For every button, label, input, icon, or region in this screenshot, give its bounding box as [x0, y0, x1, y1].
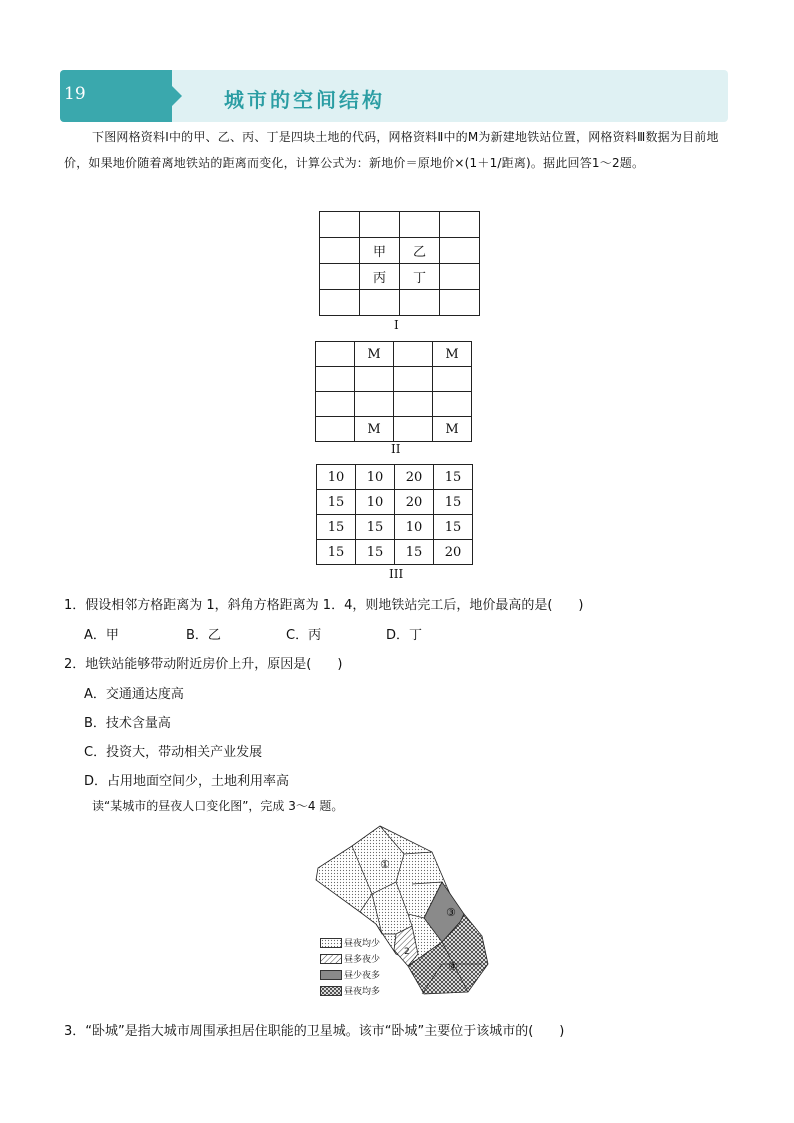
grid-land-prices: [316, 464, 473, 565]
grid-cell: [440, 264, 480, 290]
q2-option-c: C．投资大，带动相关产业发展: [84, 745, 263, 760]
grid-cell: 20: [434, 540, 473, 565]
grid-cell: 15: [317, 490, 356, 515]
grid-cell: [394, 417, 433, 442]
q2-option-a: A．交通通达度高: [84, 687, 184, 702]
q2-option-d: D．占用地面空间少，土地利用率高: [84, 774, 290, 789]
grid-cell: 10: [395, 515, 434, 540]
grid-cell: M: [355, 342, 394, 367]
grid-cell: M: [355, 417, 394, 442]
grid-cell: [440, 238, 480, 264]
grid-cell: [316, 367, 355, 392]
grid-cell: [394, 392, 433, 417]
grid-cell: 20: [395, 490, 434, 515]
legend-item-2: 昼多夜少: [320, 952, 380, 965]
grid-cell: [433, 367, 472, 392]
grid-cell: 丙: [360, 264, 400, 290]
grid-cell: [394, 342, 433, 367]
grid-label-iii: III: [389, 567, 404, 581]
grid-cell: 15: [317, 540, 356, 565]
page-title: 城市的空间结构: [224, 88, 385, 112]
grid-cell: [320, 238, 360, 264]
question-2: 2．地铁站能够带动附近房价上升，原因是( ): [64, 657, 343, 672]
legend-item-4: 昼夜均多: [320, 984, 380, 997]
grid-cell: [433, 392, 472, 417]
grid-cell: [316, 392, 355, 417]
grid-cell: [355, 392, 394, 417]
grid-cell: 15: [356, 515, 395, 540]
grid-cell: [394, 367, 433, 392]
grid-subway-stations: [315, 341, 472, 442]
legend-swatch-dotted: [320, 938, 342, 948]
grid-cell: 10: [356, 490, 395, 515]
grid-label-ii: II: [391, 442, 401, 456]
intro-paragraph: 下图网格资料Ⅰ中的甲、乙、丙、丁是四块土地的代码，网格资料Ⅱ中的M为新建地铁站位置，网格资料Ⅲ数据为目前地价，如果地价随着离地铁站的距离而变化，计算公式为：新地价＝原地价×(1＋1/距离)。据此回答1～2题。: [64, 130, 719, 170]
grid-cell: [316, 342, 355, 367]
grid-cell: [400, 212, 440, 238]
legend-swatch-dark: [320, 970, 342, 980]
question-1: 1．假设相邻方格距离为 1，斜角方格距离为 1．4，则地铁站完工后，地价最高的是( ): [64, 598, 584, 613]
grid-cell: [360, 212, 400, 238]
legend-item-1: 昼夜均少: [320, 936, 380, 949]
grid-cell: 20: [395, 465, 434, 490]
grid-cell: 甲: [360, 238, 400, 264]
question-3: 3．“卧城”是指大城市周围承担居住职能的卫星城。该市“卧城”主要位于该城市的( ): [64, 1024, 565, 1039]
grid-cell: M: [433, 417, 472, 442]
map-label-3: ③: [446, 906, 456, 919]
grid-cell: 丁: [400, 264, 440, 290]
grid-cell: [316, 417, 355, 442]
grid-cell: 15: [434, 490, 473, 515]
grid-land-codes: [319, 211, 480, 316]
grid-cell: 10: [317, 465, 356, 490]
reading-instruction: 读“某城市的昼夜人口变化图”，完成 3～4 题。: [92, 799, 344, 813]
grid-cell: [440, 290, 480, 316]
grid-cell: M: [433, 342, 472, 367]
grid-cell: 15: [395, 540, 434, 565]
q1-option-c: C．丙: [286, 628, 322, 643]
grid-cell: [440, 212, 480, 238]
grid-cell: 乙: [400, 238, 440, 264]
grid-cell: [320, 290, 360, 316]
grid-label-i: I: [394, 318, 399, 332]
grid-cell: [320, 212, 360, 238]
legend-swatch-hatched: [320, 954, 342, 964]
grid-cell: [360, 290, 400, 316]
map-label-2: 2: [404, 947, 410, 957]
q1-option-b: B．乙: [186, 628, 221, 643]
q2-option-b: B．技术含量高: [84, 716, 171, 731]
grid-cell: [400, 290, 440, 316]
map-label-4: ④: [448, 960, 458, 973]
grid-cell: [320, 264, 360, 290]
grid-cell: [355, 367, 394, 392]
grid-cell: 15: [356, 540, 395, 565]
q1-option-d: D．丁: [386, 628, 423, 643]
section-number: 19: [64, 84, 86, 104]
grid-cell: 15: [317, 515, 356, 540]
q1-option-a: A．甲: [84, 628, 119, 643]
grid-cell: 15: [434, 465, 473, 490]
legend-swatch-cross: [320, 986, 342, 996]
legend-item-3: 昼少夜多: [320, 968, 380, 981]
grid-cell: 15: [434, 515, 473, 540]
map-label-1: ①: [380, 858, 390, 871]
grid-cell: 10: [356, 465, 395, 490]
